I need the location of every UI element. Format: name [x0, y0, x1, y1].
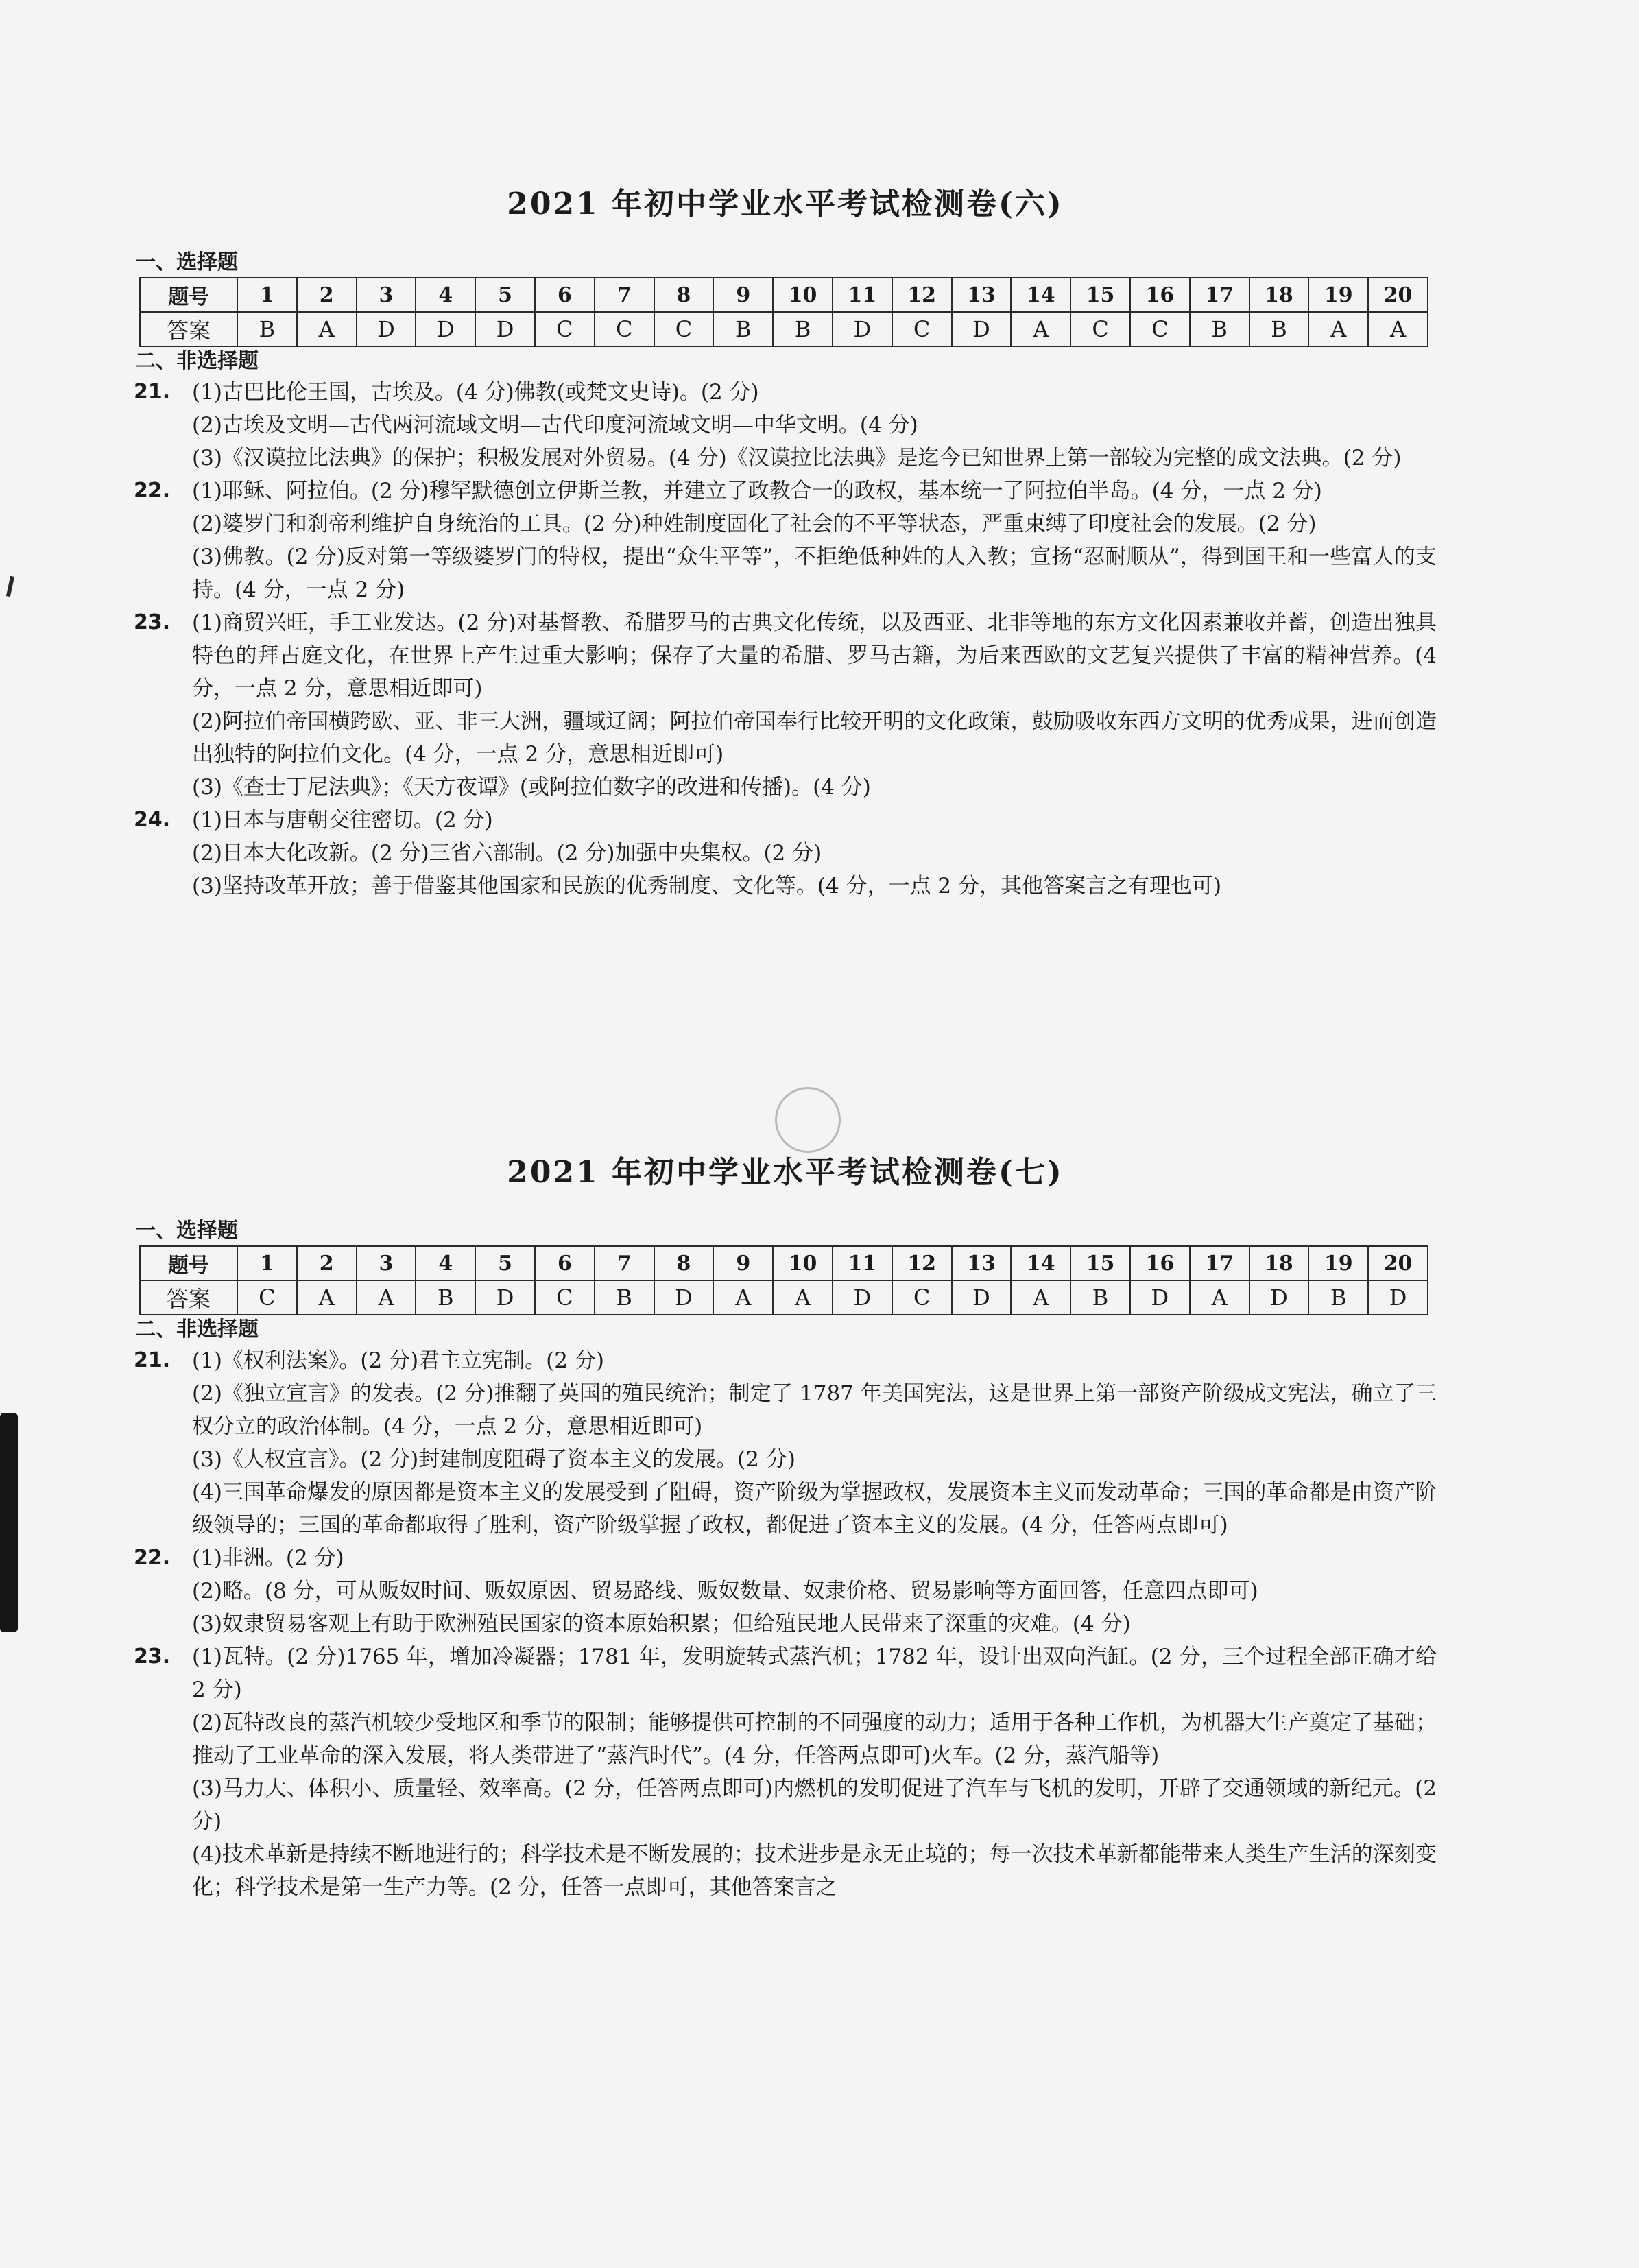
- question-number: 13: [952, 1246, 1012, 1280]
- question-number: 4: [416, 1246, 475, 1280]
- question-number: 13: [952, 278, 1012, 312]
- exam-7-nonchoice-heading: 二、非选择题: [135, 1317, 259, 1341]
- answer-cell: A: [1011, 1280, 1070, 1315]
- exam-6-title: 2021 年初中学业水平考试检测卷(六): [507, 187, 1064, 222]
- question-number: 18: [1249, 278, 1309, 312]
- answer-part: (2)古埃及文明—古代两河流域文明—古代印度河流域文明—中华文明。(4 分): [192, 413, 918, 438]
- row-label: 答案: [140, 1280, 237, 1315]
- answer-cell: D: [357, 312, 416, 346]
- question-number: 9: [713, 1246, 773, 1280]
- answer-part: (1)耶稣、阿拉伯。(2 分)穆罕默德创立伊斯兰教，并建立了政教合一的政权，基本统一了阿拉伯半岛。(4 分，一点 2 分): [192, 479, 1322, 503]
- answer-cell: A: [1190, 1280, 1249, 1315]
- question-number: 17: [1190, 278, 1249, 312]
- answer-cell: A: [357, 1280, 416, 1315]
- answer-cell: B: [1070, 1280, 1130, 1315]
- question-number: 5: [475, 1246, 535, 1280]
- exam-7-question-22: [134, 1542, 1437, 1640]
- question-number: 7: [595, 1246, 654, 1280]
- answer-part: (3)奴隶贸易客观上有助于欧洲殖民国家的资本原始积累；但给殖民地人民带来了深重的灾难。(4 分): [192, 1612, 1131, 1636]
- answer-cell: C: [535, 312, 595, 346]
- answer-cell: D: [475, 312, 535, 346]
- answer-part: (2)瓦特改良的蒸汽机较少受地区和季节的限制；能够提供可控制的不同强度的动力；适用于各种工作机，为机器大生产奠定了基础；推动了工业革命的深入发展，将人类带进了“蒸汽时代”。(4 分，任答两点即可)火车。(2 分，蒸汽船等): [192, 1710, 1437, 1768]
- watermark-stamp: [775, 1087, 841, 1153]
- answer-part: (1)非洲。(2 分): [192, 1546, 344, 1571]
- answer-part: (1)《权利法案》。(2 分)君主立宪制。(2 分): [192, 1348, 604, 1373]
- answer-cell: A: [1368, 312, 1428, 346]
- answer-cell: B: [713, 312, 773, 346]
- row-label: 题号: [140, 278, 237, 312]
- answer-part: (3)马力大、体积小、质量轻、效率高。(2 分，任答两点即可)内燃机的发明促进了汽车与飞机的发明，开辟了交通领域的新纪元。(2 分): [192, 1776, 1437, 1834]
- answer-part: (3)佛教。(2 分)反对第一等级婆罗门的特权，提出“众生平等”，不拒绝低种姓的人入教；宣扬“忍耐顺从”，得到国王和一些富人的支持。(4 分，一点 2 分): [192, 545, 1437, 602]
- question-number: 6: [535, 1246, 595, 1280]
- scan-mark: [6, 576, 14, 597]
- answer-cell: D: [416, 312, 475, 346]
- answer-cell: C: [535, 1280, 595, 1315]
- question-number: 6: [535, 278, 595, 312]
- exam-6-question-24: [134, 804, 1437, 903]
- question-number: 8: [654, 278, 714, 312]
- exam-6-question-22: [134, 475, 1437, 606]
- question-number: 4: [416, 278, 475, 312]
- question-number: 1: [237, 1246, 297, 1280]
- question-number: 15: [1070, 1246, 1130, 1280]
- question-number-label: 22.: [134, 479, 171, 503]
- answer-cell: A: [1011, 312, 1070, 346]
- answer-cell: D: [475, 1280, 535, 1315]
- answer-row: [140, 1280, 1428, 1315]
- answer-part: (2)阿拉伯帝国横跨欧、亚、非三大洲，疆域辽阔；阿拉伯帝国奉行比较开明的文化政策，鼓励吸收东西方文明的优秀成果，进而创造出独特的阿拉伯文化。(4 分，一点 2 分，意思相近即可): [192, 709, 1437, 767]
- exam-7-question-21: [134, 1344, 1437, 1542]
- answer-cell: A: [1308, 312, 1368, 346]
- answer-part: (1)商贸兴旺，手工业发达。(2 分)对基督教、希腊罗马的古典文化传统，以及西亚、北非等地的东方文化因素兼收并蓄，创造出独具特色的拜占庭文化，在世界上产生过重大影响；保存了大量的希腊、罗马古籍，为后来西欧的文艺复兴提供了丰富的精神营养。(4 分，一点 2 分，意思相近即可): [192, 610, 1437, 701]
- question-number-label: 21.: [134, 380, 171, 404]
- answer-part: (3)《汉谟拉比法典》的保护；积极发展对外贸易。(4 分)《汉谟拉比法典》是迄今已知世界上第一部较为完整的成文法典。(2 分): [192, 446, 1402, 470]
- answer-part: (4)技术革新是持续不断地进行的；科学技术是不断发展的；技术进步是永无止境的；每一次技术革新都能带来人类生产生活的深刻变化；科学技术是第一生产力等。(2 分，任答一点即可，其他答案言之: [192, 1842, 1437, 1900]
- answer-cell: D: [1130, 1280, 1190, 1315]
- answer-cell: B: [595, 1280, 654, 1315]
- question-number-row: [140, 278, 1428, 312]
- answer-part: (2)日本大化改新。(2 分)三省六部制。(2 分)加强中央集权。(2 分): [192, 841, 822, 866]
- question-number: 10: [773, 278, 833, 312]
- question-number: 2: [297, 1246, 357, 1280]
- question-number-label: 23.: [134, 1645, 171, 1669]
- answer-cell: B: [416, 1280, 475, 1315]
- question-number: 12: [892, 278, 952, 312]
- answer-part: (1)瓦特。(2 分)1765 年，增加冷凝器；1781 年，发明旋转式蒸汽机；1782 年，设计出双向汽缸。(2 分，三个过程全部正确才给 2 分): [192, 1645, 1437, 1702]
- answer-part: (3)《人权宣言》。(2 分)封建制度阻碍了资本主义的发展。(2 分): [192, 1447, 795, 1472]
- question-number: 11: [833, 278, 892, 312]
- answer-part: (2)婆罗门和刹帝利维护自身统治的工具。(2 分)种姓制度固化了社会的不平等状态，严重束缚了印度社会的发展。(2 分): [192, 512, 1317, 536]
- answer-part: (3)《查士丁尼法典》；《天方夜谭》(或阿拉伯数字的改进和传播)。(4 分): [192, 775, 871, 800]
- answer-part: (3)坚持改革开放；善于借鉴其他国家和民族的优秀制度、文化等。(4 分，一点 2 分，其他答案言之有理也可): [192, 874, 1222, 898]
- question-number: 16: [1130, 278, 1190, 312]
- answer-cell: C: [237, 1280, 297, 1315]
- answer-cell: D: [952, 1280, 1012, 1315]
- exam-6-question-23: [134, 606, 1437, 804]
- answer-cell: B: [237, 312, 297, 346]
- answer-cell: C: [892, 1280, 952, 1315]
- row-label: 题号: [140, 1246, 237, 1280]
- question-number: 19: [1308, 1246, 1368, 1280]
- answer-cell: C: [654, 312, 714, 346]
- answer-cell: D: [654, 1280, 714, 1315]
- question-number: 3: [357, 1246, 416, 1280]
- question-number-row: [140, 1246, 1428, 1280]
- question-number: 1: [237, 278, 297, 312]
- exam-7-answer-table: [139, 1245, 1428, 1315]
- question-number: 10: [773, 1246, 833, 1280]
- question-number: 14: [1011, 278, 1070, 312]
- answer-cell: C: [892, 312, 952, 346]
- exam-7-title: 2021 年初中学业水平考试检测卷(七): [507, 1155, 1064, 1190]
- exam-6-answer-table: [139, 277, 1428, 347]
- answer-cell: B: [773, 312, 833, 346]
- question-number: 14: [1011, 1246, 1070, 1280]
- answer-cell: D: [833, 312, 892, 346]
- question-number: 2: [297, 278, 357, 312]
- answer-cell: B: [1249, 312, 1309, 346]
- question-number-label: 24.: [134, 808, 171, 832]
- exam-6-choice-heading: 一、选择题: [135, 250, 238, 274]
- question-number: 15: [1070, 278, 1130, 312]
- exam-7-choice-heading: 一、选择题: [135, 1219, 238, 1243]
- question-number: 5: [475, 278, 535, 312]
- exam-7-section: [134, 1152, 1437, 1904]
- answer-cell: A: [773, 1280, 833, 1315]
- answer-part: (2)《独立宣言》的发表。(2 分)推翻了英国的殖民统治；制定了 1787 年美国宪法，这是世界上第一部资产阶级成文宪法，确立了三权分立的政治体制。(4 分，一点 2 分，意思相近即可): [192, 1381, 1437, 1439]
- question-number-label: 21.: [134, 1348, 171, 1372]
- answer-cell: D: [952, 312, 1012, 346]
- question-number: 3: [357, 278, 416, 312]
- question-number-label: 22.: [134, 1546, 171, 1570]
- answer-cell: A: [297, 312, 357, 346]
- question-number: 12: [892, 1246, 952, 1280]
- answer-cell: C: [1070, 312, 1130, 346]
- exam-6-question-21: [134, 376, 1437, 475]
- answer-cell: D: [833, 1280, 892, 1315]
- question-number: 18: [1249, 1246, 1309, 1280]
- answer-part: (2)略。(8 分，可从贩奴时间、贩奴原因、贸易路线、贩奴数量、奴隶价格、贸易影响等方面回答，任意四点即可): [192, 1579, 1258, 1603]
- answer-cell: D: [1368, 1280, 1428, 1315]
- question-number: 20: [1368, 1246, 1428, 1280]
- exam-6-section: [134, 184, 1437, 903]
- question-number: 8: [654, 1246, 714, 1280]
- question-number: 9: [713, 278, 773, 312]
- row-label: 答案: [140, 312, 237, 346]
- question-number: 16: [1130, 1246, 1190, 1280]
- answer-part: (4)三国革命爆发的原因都是资本主义的发展受到了阻碍，资产阶级为掌握政权，发展资本主义而发动革命；三国的革命都是由资产阶级领导的；三国的革命都取得了胜利，资产阶级掌握了政权，都促进了资本主义的发展。(4 分，任答两点即可): [192, 1480, 1437, 1538]
- question-number: 11: [833, 1246, 892, 1280]
- answer-cell: C: [595, 312, 654, 346]
- answer-cell: A: [297, 1280, 357, 1315]
- answer-cell: C: [1130, 312, 1190, 346]
- scan-binding-mark: [0, 1413, 18, 1632]
- answer-cell: B: [1190, 312, 1249, 346]
- question-number: 17: [1190, 1246, 1249, 1280]
- exam-7-question-23: [134, 1640, 1437, 1904]
- question-number: 7: [595, 278, 654, 312]
- answer-cell: A: [713, 1280, 773, 1315]
- answer-cell: B: [1308, 1280, 1368, 1315]
- question-number: 20: [1368, 278, 1428, 312]
- question-number-label: 23.: [134, 610, 171, 634]
- answer-part: (1)日本与唐朝交往密切。(2 分): [192, 808, 493, 833]
- answer-cell: D: [1249, 1280, 1309, 1315]
- question-number: 19: [1308, 278, 1368, 312]
- answer-part: (1)古巴比伦王国，古埃及。(4 分)佛教(或梵文史诗)。(2 分): [192, 380, 759, 405]
- answer-row: [140, 312, 1428, 346]
- exam-6-nonchoice-heading: 二、非选择题: [135, 349, 259, 373]
